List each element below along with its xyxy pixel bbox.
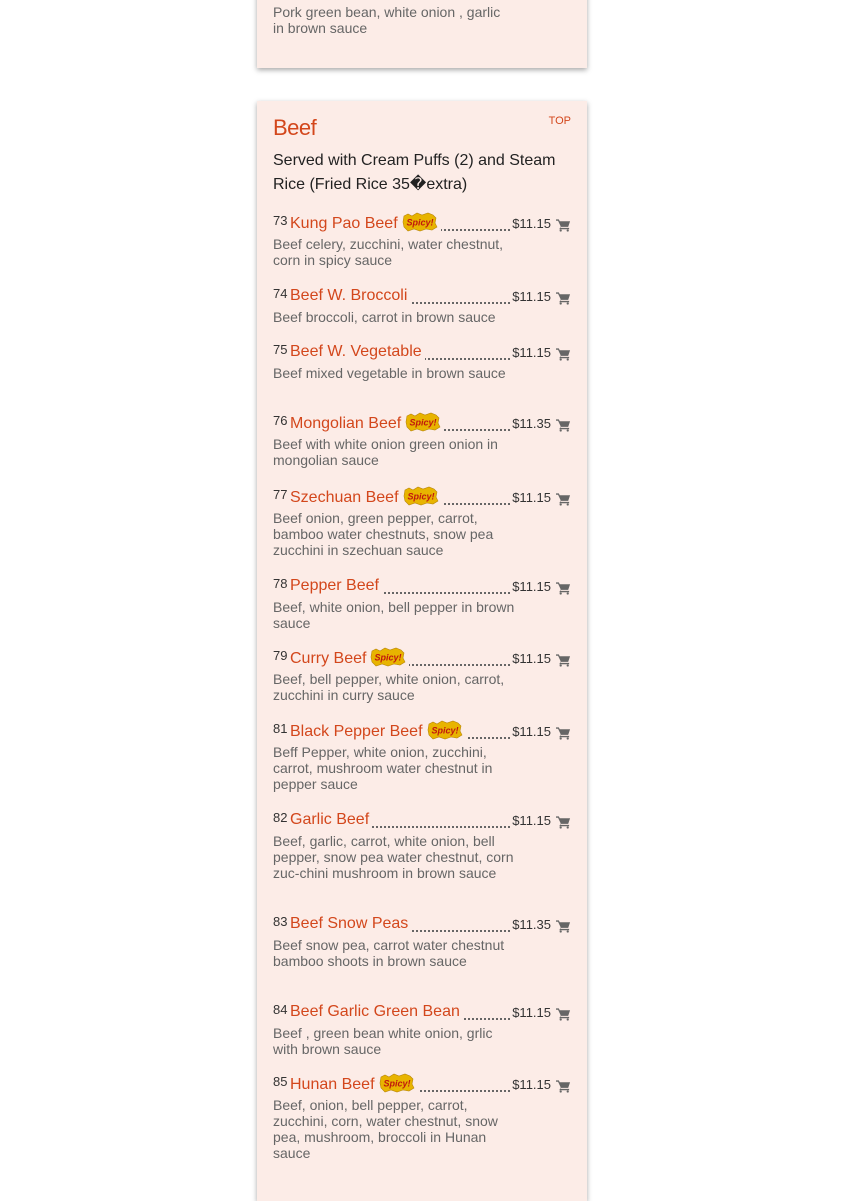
item-description: Beef, garlic, carrot, white onion, bell pepper, snow pea water chestnut, corn zuc-chini mushroom in brown sauce bbox=[273, 833, 514, 881]
beef-category-card bbox=[257, 101, 587, 1201]
cart-icon[interactable] bbox=[556, 726, 571, 740]
item-name: Garlic Beef bbox=[290, 811, 370, 828]
menu-item-row bbox=[273, 1075, 571, 1097]
item-name-link[interactable] bbox=[290, 811, 372, 829]
item-number: 73 bbox=[273, 213, 288, 228]
item-name: Pepper Beef bbox=[290, 577, 379, 594]
item-name: Hunan Beef bbox=[290, 1076, 375, 1094]
item-name: Szechuan Beef bbox=[290, 489, 399, 507]
item-name-link[interactable] bbox=[290, 1075, 418, 1095]
item-description: Beff Pepper, white onion, zucchini, carrot, mushroom water chestnut in pepper sauce bbox=[273, 744, 493, 792]
item-price: $11.15 bbox=[512, 345, 551, 360]
svg-text:Spicy!: Spicy! bbox=[431, 725, 459, 736]
spicy-badge-icon bbox=[427, 720, 463, 740]
item-name-link[interactable] bbox=[290, 414, 444, 434]
item-price: $11.15 bbox=[512, 579, 551, 594]
item-price: $11.35 bbox=[512, 917, 551, 932]
item-number: 85 bbox=[273, 1074, 288, 1089]
menu-item bbox=[273, 915, 571, 969]
menu-item bbox=[273, 214, 571, 268]
item-name: Beef W. Vegetable bbox=[290, 343, 422, 360]
item-price: $11.15 bbox=[512, 1077, 551, 1092]
menu-item-row bbox=[273, 915, 571, 937]
item-name-link[interactable] bbox=[290, 214, 441, 234]
menu-item-row bbox=[273, 214, 571, 236]
menu-item bbox=[273, 1075, 571, 1161]
category-served-note: Served with Cream Puffs (2) and Steam Rice (Fried Rice 35�extra) bbox=[273, 152, 556, 193]
item-description: Beef snow pea, carrot water chestnut bamboo shoots in brown sauce bbox=[273, 937, 505, 969]
menu-item-row bbox=[273, 811, 571, 833]
spicy-badge-icon bbox=[370, 647, 406, 667]
item-price: $11.15 bbox=[512, 813, 551, 828]
svg-text:Spicy!: Spicy! bbox=[409, 417, 437, 428]
item-number: 76 bbox=[273, 413, 288, 428]
item-price: $11.15 bbox=[512, 216, 551, 231]
item-name-link[interactable] bbox=[290, 488, 442, 508]
svg-text:Spicy!: Spicy! bbox=[406, 217, 434, 228]
menu-item-row bbox=[273, 488, 571, 510]
menu-item bbox=[273, 287, 571, 325]
item-price: $11.15 bbox=[512, 289, 551, 304]
item-description: Beef with white onion green onion in mongolian sauce bbox=[273, 436, 498, 468]
item-description: Beef onion, green pepper, carrot, bamboo water chestnuts, snow pea zucchini in szechuan sauce bbox=[273, 510, 494, 558]
menu-item bbox=[273, 343, 571, 381]
menu-item bbox=[273, 722, 571, 792]
menu-item bbox=[273, 811, 571, 881]
menu-item bbox=[273, 577, 571, 631]
cart-icon[interactable] bbox=[556, 418, 571, 432]
menu-item-row bbox=[273, 414, 571, 436]
item-name: Beef W. Broccoli bbox=[290, 287, 408, 304]
item-description: Beef , green bean white onion, grlic with brown sauce bbox=[273, 1025, 493, 1057]
svg-text:Spicy!: Spicy! bbox=[407, 491, 435, 502]
cart-icon[interactable] bbox=[556, 1007, 571, 1021]
item-name: Kung Pao Beef bbox=[290, 215, 398, 233]
item-name-link[interactable] bbox=[290, 287, 410, 305]
item-number: 77 bbox=[273, 487, 288, 502]
item-price: $11.35 bbox=[512, 416, 551, 431]
menu-item-row bbox=[273, 287, 571, 309]
cart-icon[interactable] bbox=[556, 347, 571, 361]
item-description: Beef mixed vegetable in brown sauce bbox=[273, 365, 506, 381]
item-description: Beef broccoli, carrot in brown sauce bbox=[273, 309, 496, 325]
menu-item bbox=[273, 488, 571, 558]
svg-text:Spicy!: Spicy! bbox=[383, 1078, 411, 1089]
spicy-badge-icon bbox=[403, 486, 439, 506]
item-number: 74 bbox=[273, 286, 288, 301]
item-number: 83 bbox=[273, 914, 288, 929]
menu-item bbox=[273, 414, 571, 468]
item-name-link[interactable] bbox=[290, 722, 466, 742]
cart-icon[interactable] bbox=[556, 1079, 571, 1093]
menu-item-row bbox=[273, 722, 571, 744]
item-description: Beef, bell pepper, white onion, carrot, zucchini in curry sauce bbox=[273, 671, 505, 703]
cart-icon[interactable] bbox=[556, 815, 571, 829]
item-description: Beef, white onion, bell pepper in brown sauce bbox=[273, 599, 515, 631]
menu-item-row bbox=[273, 577, 571, 599]
item-name-link[interactable] bbox=[290, 1003, 463, 1021]
item-name-link[interactable] bbox=[290, 577, 382, 595]
item-name: Beef Snow Peas bbox=[290, 915, 409, 932]
item-number: 78 bbox=[273, 576, 288, 591]
item-name: Beef Garlic Green Bean bbox=[290, 1003, 460, 1020]
item-name: Curry Beef bbox=[290, 650, 367, 668]
item-number: 79 bbox=[273, 648, 288, 663]
cart-icon[interactable] bbox=[556, 653, 571, 667]
item-description: Beef celery, zucchini, water chestnut, corn in spicy sauce bbox=[273, 236, 504, 268]
previous-category-card bbox=[257, 0, 587, 68]
menu-item-row bbox=[273, 1003, 571, 1025]
menu-item-row bbox=[273, 343, 571, 365]
item-name: Black Pepper Beef bbox=[290, 723, 423, 741]
item-description: Beef, onion, bell pepper, carrot, zucchini, corn, water chestnut, snow pea, mushroom, broccoli in Hunan sauce bbox=[273, 1097, 498, 1161]
item-number: 75 bbox=[273, 342, 288, 357]
top-link[interactable]: TOP bbox=[548, 115, 571, 127]
item-name-link[interactable] bbox=[290, 915, 411, 933]
item-price: $11.15 bbox=[512, 1005, 551, 1020]
cart-icon[interactable] bbox=[556, 492, 571, 506]
item-name-link[interactable] bbox=[290, 343, 425, 361]
cart-icon[interactable] bbox=[556, 218, 571, 232]
item-price bbox=[512, 0, 551, 1]
cart-icon[interactable] bbox=[556, 291, 571, 305]
spicy-badge-icon bbox=[402, 212, 438, 232]
spicy-badge-icon bbox=[405, 412, 441, 432]
item-name-link[interactable] bbox=[290, 649, 409, 669]
menu-item bbox=[273, 1003, 571, 1057]
menu-item-row bbox=[273, 649, 571, 671]
cart-icon[interactable] bbox=[556, 919, 571, 933]
category-title: Beef bbox=[273, 115, 317, 140]
cart-icon[interactable] bbox=[556, 581, 571, 595]
item-price: $11.15 bbox=[512, 651, 551, 666]
item-number: 84 bbox=[273, 1002, 288, 1017]
menu-item bbox=[273, 649, 571, 703]
item-description: Pork green bean, white onion , garlic in brown sauce bbox=[273, 4, 501, 36]
item-price: $11.15 bbox=[512, 490, 551, 505]
item-number: 81 bbox=[273, 721, 288, 736]
item-name: Mongolian Beef bbox=[290, 415, 402, 433]
spicy-badge-icon bbox=[379, 1073, 415, 1093]
svg-text:Spicy!: Spicy! bbox=[374, 652, 402, 663]
item-number: 82 bbox=[273, 810, 288, 825]
item-price: $11.15 bbox=[512, 724, 551, 739]
